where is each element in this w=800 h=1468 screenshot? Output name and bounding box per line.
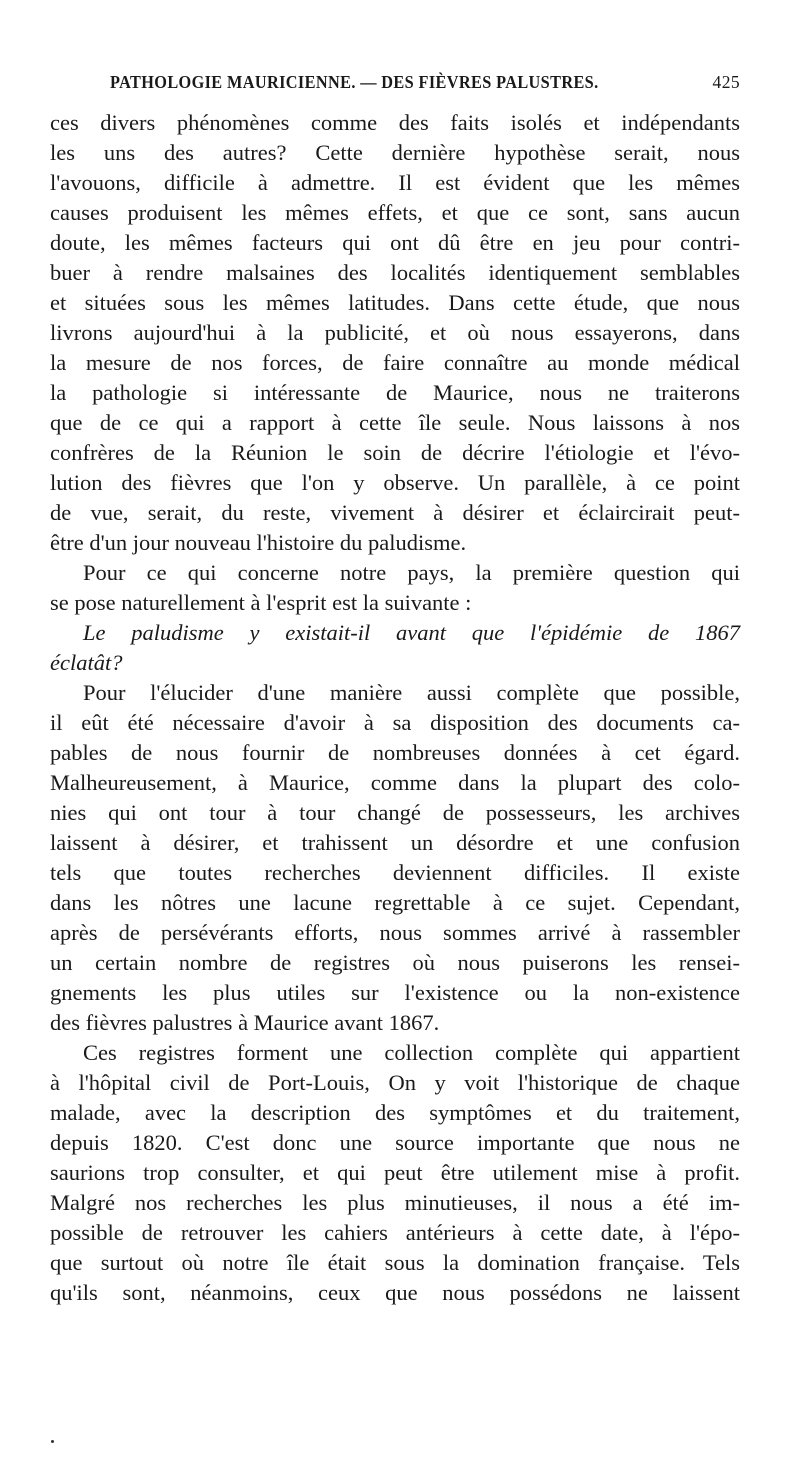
text-line: depuis 1820. C'est donc une source importante que nous ne [50, 1130, 740, 1155]
text-line: tels que toutes recherches deviennent difficiles. Il existe [50, 860, 740, 885]
italic-question-line: éclatât? [50, 650, 123, 675]
text-line: les uns des autres? Cette dernière hypothèse serait, nous [50, 140, 740, 165]
text-line: des fièvres palustres à Maurice avant 1867. [50, 1010, 440, 1035]
text-line: Pour l'élucider d'une manière aussi complète que possible, [83, 680, 740, 705]
text-line: un certain nombre de registres où nous puiserons les rensei- [50, 950, 740, 975]
text-line: que surtout où notre île était sous la domination française. Tels [50, 1250, 740, 1275]
running-title: PATHOLOGIE MAURICIENNE. — DES FIÈVRES PALUSTRES. [110, 72, 599, 92]
text-line: Pour ce qui concerne notre pays, la première question qui [83, 560, 740, 585]
text-line: ces divers phénomènes comme des faits isolés et indépendants [50, 110, 740, 135]
text-line: Malheureusement, à Maurice, comme dans la plupart des colo- [50, 770, 740, 795]
text-line: livrons aujourd'hui à la publicité, et où nous essayerons, dans [50, 320, 740, 345]
text-line: la mesure de nos forces, de faire connaître au monde médical [50, 350, 740, 375]
text-line: doute, les mêmes facteurs qui ont dû être en jeu pour contri- [50, 230, 740, 255]
text-line: possible de retrouver les cahiers antérieurs à cette date, à l'épo- [50, 1220, 740, 1245]
text-line: malade, avec la description des symptômes et du traitement, [50, 1100, 740, 1125]
text-line: Malgré nos recherches les plus minutieuses, il nous a été im- [50, 1190, 740, 1215]
text-line: à l'hôpital civil de Port-Louis, On y voit l'historique de chaque [50, 1070, 740, 1095]
text-line: et situées sous les mêmes latitudes. Dans cette étude, que nous [50, 290, 740, 315]
text-line: dans les nôtres une lacune regrettable à ce sujet. Cependant, [50, 890, 740, 915]
page-number: 425 [712, 72, 740, 92]
text-line: il eût été nécessaire d'avoir à sa disposition des documents ca- [50, 710, 740, 735]
text-line: être d'un jour nouveau l'histoire du paludisme. [50, 530, 467, 555]
text-line: que de ce qui a rapport à cette île seule. Nous laissons à nos [50, 410, 740, 435]
running-head [100, 66, 740, 100]
text-line: se pose naturellement à l'esprit est la suivante : [50, 590, 472, 615]
text-line: qu'ils sont, néanmoins, ceux que nous possédons ne laissent [50, 1280, 740, 1305]
text-line: lution des fièvres que l'on y observe. Un parallèle, à ce point [50, 470, 740, 495]
text-line: de vue, serait, du reste, vivement à désirer et éclaircirait peut- [50, 500, 740, 525]
italic-question-line: Le paludisme y existait-il avant que l'épidémie de 1867 [83, 620, 740, 645]
text-line: saurions trop consulter, et qui peut être utilement mise à profit. [50, 1160, 740, 1185]
text-line: causes produisent les mêmes effets, et que ce sont, sans aucun [50, 200, 740, 225]
text-line: l'avouons, difficile à admettre. Il est évident que les mêmes [50, 170, 740, 195]
print-speck [51, 1440, 54, 1443]
text-line: gnements les plus utiles sur l'existence ou la non-existence [50, 980, 740, 1005]
text-line: buer à rendre malsaines des localités identiquement semblables [50, 260, 740, 285]
text-line: laissent à désirer, et trahissent un désordre et une confusion [50, 830, 740, 855]
body-text [50, 108, 740, 1308]
text-line: confrères de la Réunion le soin de décrire l'étiologie et l'évo- [50, 440, 740, 465]
text-line: Ces registres forment une collection complète qui appartient [83, 1040, 740, 1065]
text-line: pables de nous fournir de nombreuses données à cet égard. [50, 740, 740, 765]
text-line: après de persévérants efforts, nous sommes arrivé à rassembler [50, 920, 740, 945]
text-line: la pathologie si intéressante de Maurice, nous ne traiterons [50, 380, 740, 405]
text-line: nies qui ont tour à tour changé de possesseurs, les archives [50, 800, 740, 825]
